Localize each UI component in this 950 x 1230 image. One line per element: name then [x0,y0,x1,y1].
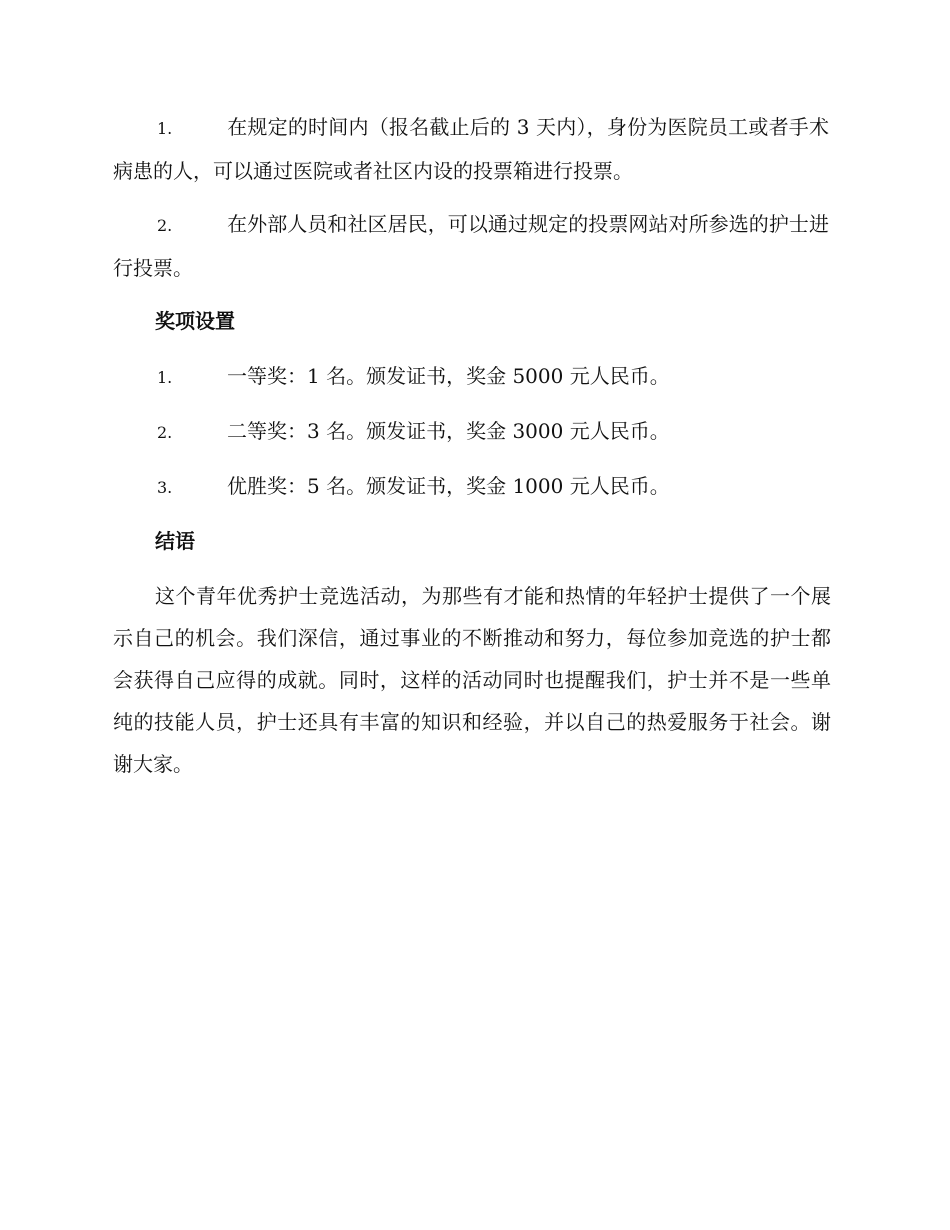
list-text: 优胜奖：5 名。颁发证书，奖金 1000 元人民币。 [227,474,670,498]
list-text: 在规定的时间内（报名截止后的 3 天内），身份为医院员工或者手术病患的人，可以通过医院或者社区内设的投票箱进行投票。 [113,115,829,183]
conclusion-paragraph: 这个青年优秀护士竞选活动，为那些有才能和热情的年轻护士提供了一个展示自己的机会。我们深信，通过事业的不断推动和努力，每位参加竞选的护士都会获得自己应得的成就。同时，这样的活动同时也提醒我们，护士并不是一些单纯的技能人员，护士还具有丰富的知识和经验，并以自己的热爱服务于社会。谢谢大家。 [113,584,831,776]
award-item-2 [113,410,829,454]
list-text: 在外部人员和社区居民，可以通过规定的投票网站对所参选的护士进行投票。 [113,212,829,280]
awards-heading: 奖项设置 [155,309,235,333]
award-item-1 [113,355,829,399]
award-item-3 [113,465,829,509]
list-number: 1. [157,119,173,138]
voting-item-2 [113,203,829,289]
list-number: 2. [157,423,173,442]
list-number: 3. [157,478,173,497]
conclusion-heading: 结语 [155,529,195,553]
list-number: 2. [157,216,173,235]
list-text: 二等奖：3 名。颁发证书，奖金 3000 元人民币。 [227,419,670,443]
list-number: 1. [157,368,173,387]
list-text: 一等奖：1 名。颁发证书，奖金 5000 元人民币。 [227,364,670,388]
voting-item-1 [113,106,829,192]
